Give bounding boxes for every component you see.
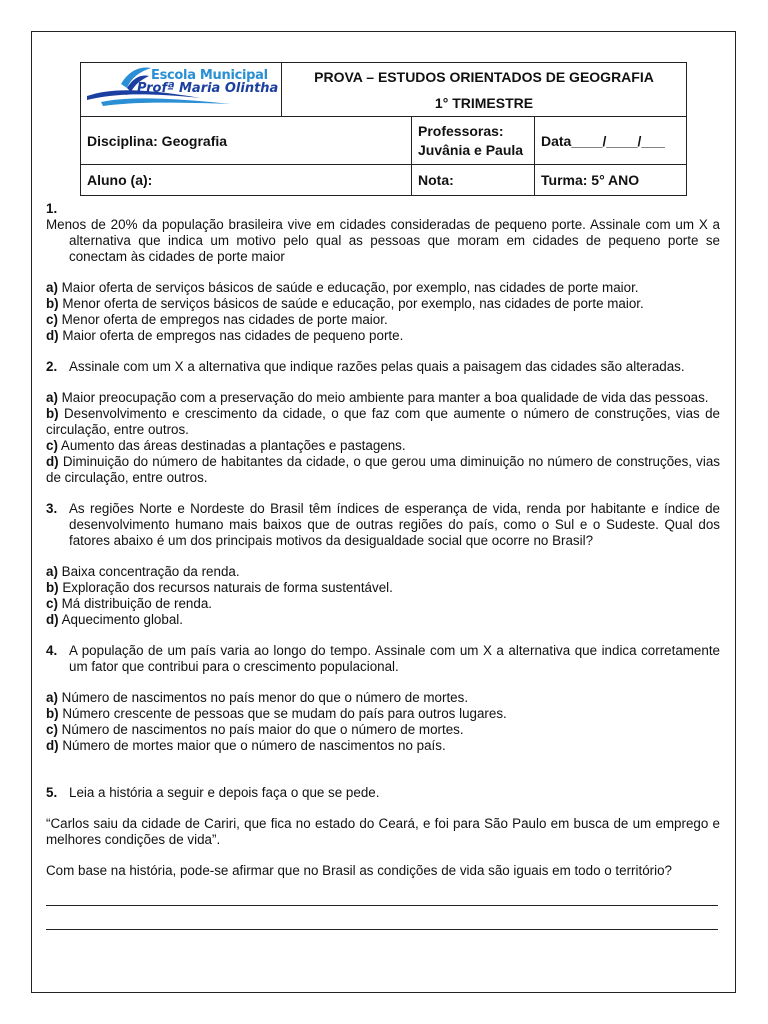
exam-header-table bbox=[80, 62, 687, 196]
question-5 bbox=[46, 785, 720, 930]
question-text: Leia a história a seguir e depois faça o que se pede. bbox=[69, 785, 380, 800]
question-text: Assinale com um X a alternativa que indique razões pelas quais a paisagem das cidades são alteradas. bbox=[69, 359, 685, 374]
option-b[interactable]: b) Número crescente de pessoas que se mudam do país para outros lugares. bbox=[46, 706, 507, 721]
option-c[interactable]: c) Má distribuição de renda. bbox=[46, 596, 212, 611]
question-number: 2. bbox=[46, 359, 58, 374]
question-text: A população de um país varia ao longo do tempo. Assinale com um X a alternativa que indica corretamente um fator que contribui para o crescimento populacional. bbox=[69, 643, 720, 674]
option-c[interactable]: c) Número de nascimentos no país maior do que o número de mortes. bbox=[46, 722, 464, 737]
option-d[interactable]: d) Diminuição do número de habitantes da cidade, o que gerou uma diminuição no número de construções, vias de circulação, entre outros. bbox=[46, 454, 720, 485]
logo-school-name: Profª Maria Olintha bbox=[137, 80, 279, 96]
option-c[interactable]: c) Aumento das áreas destinadas a plantações e pastagens. bbox=[46, 438, 406, 453]
teachers-label: Professoras: bbox=[418, 122, 504, 139]
question-1 bbox=[46, 201, 720, 344]
option-b[interactable]: b) Menor oferta de serviços básicos de saúde e educação, por exemplo, nas cidades de porte maior. bbox=[46, 296, 644, 311]
class-cell: Turma: 5° ANO bbox=[535, 164, 687, 195]
question-number: 3. bbox=[46, 501, 58, 516]
option-b[interactable]: b) Desenvolvimento e crescimento da cidade, o que faz com que aumente o número de construções, vias de circulação, entre outros. bbox=[46, 406, 720, 437]
story-text: “Carlos saiu da cidade de Cariri, que fica no estado do Ceará, e foi para São Paulo em busca de um emprego e melhores condições de vida”. bbox=[46, 816, 720, 847]
subject-cell: Disciplina: Geografia bbox=[81, 117, 412, 164]
exam-title-cell bbox=[282, 63, 687, 117]
question-3 bbox=[46, 501, 720, 628]
question-number: 5. bbox=[46, 785, 58, 800]
answer-line-2[interactable] bbox=[46, 928, 718, 930]
question-2 bbox=[46, 359, 720, 486]
question-text: Menos de 20% da população brasileira vive em cidades consideradas de pequeno porte. Assinale com um X a alternativa que indica um motivo pelo qual as pessoas que moram em cidades de pequeno porte se conectam às cidades de porte maior bbox=[46, 217, 720, 264]
exam-title: PROVA – ESTUDOS ORIENTADOS DE GEOGRAFIA bbox=[314, 68, 654, 85]
option-a[interactable]: a) Maior preocupação com a preservação do meio ambiente para manter a boa qualidade de vida das pessoas. bbox=[46, 390, 709, 405]
grade-field: Nota: bbox=[412, 164, 535, 195]
option-a[interactable]: a) Baixa concentração da renda. bbox=[46, 564, 240, 579]
teachers-names: Juvânia e Paula bbox=[418, 141, 524, 158]
question-number: 1. bbox=[46, 201, 58, 216]
option-d[interactable]: d) Aquecimento global. bbox=[46, 612, 183, 627]
question-5-prompt: Com base na história, pode-se afirmar que no Brasil as condições de vida são iguais em todo o território? bbox=[46, 863, 672, 878]
teachers-cell bbox=[412, 117, 535, 164]
question-text: As regiões Norte e Nordeste do Brasil têm índices de esperança de vida, renda por habitante e índice de desenvolvimento humano mais baixos que de outras regiões do país, como o Sul e o Sudeste. Qual dos fatores abaixo é um dos principais motivos da desigualdade social que ocorre no Brasil? bbox=[69, 501, 720, 548]
exam-content bbox=[46, 201, 720, 930]
option-c[interactable]: c) Menor oferta de empregos nas cidades de porte maior. bbox=[46, 312, 388, 327]
option-d[interactable]: d) Número de mortes maior que o número de nascimentos no país. bbox=[46, 738, 446, 753]
date-field[interactable]: Data____/____/___ bbox=[535, 117, 687, 164]
student-name-field[interactable]: Aluno (a): bbox=[81, 164, 412, 195]
question-number: 4. bbox=[46, 643, 58, 658]
option-d[interactable]: d) Maior oferta de empregos nas cidades de pequeno porte. bbox=[46, 328, 404, 343]
option-b[interactable]: b) Exploração dos recursos naturais de forma sustentável. bbox=[46, 580, 393, 595]
exam-trimester: 1° TRIMESTRE bbox=[434, 94, 534, 111]
option-a[interactable]: a) Número de nascimentos no país menor do que o número de mortes. bbox=[46, 690, 469, 705]
option-a[interactable]: a) Maior oferta de serviços básicos de saúde e educação, por exemplo, nas cidades de porte maior. bbox=[46, 280, 639, 295]
logo-school-type: Escola Municipal bbox=[151, 67, 268, 83]
question-4 bbox=[46, 643, 720, 754]
school-logo bbox=[81, 63, 282, 117]
